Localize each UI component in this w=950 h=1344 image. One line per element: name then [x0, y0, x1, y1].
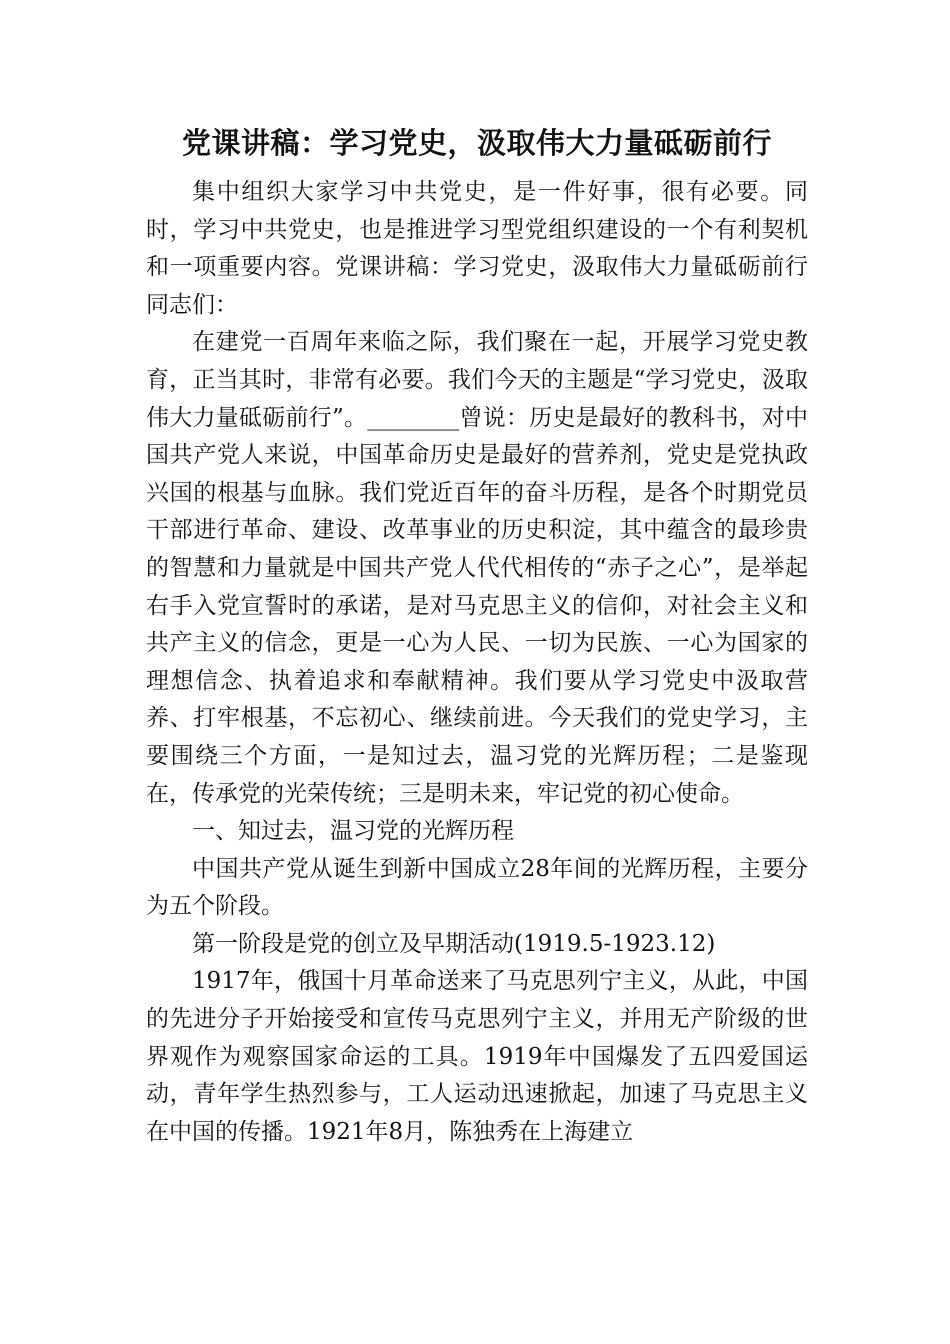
paragraph-stage-1: 1917年，俄国十月革命送来了马克思列宁主义，从此，中国的先进分子开始接受和宣传马克思列宁主义，并用无产阶级的世界观作为观察国家命运的工具。1919年中国爆发了五四爱国运动，青年学生热烈参与，工人运动迅速掀起，加速了马克思主义在中国的传播。1921年8月，陈独秀在上海建立 [146, 968, 808, 1145]
paragraph-opening-remarks: 在建党一百周年来临之际，我们聚在一起，开展学习党史教育，正当其时，非常有必要。我们今天的主题是“学习党史，汲取伟大力量砥砺前行”。________曾说：历史是最好的教科书，对中国共产党人来说，中国革命历史是最好的营养剂，党史是党执政兴国的根基与血脉。我们党近百年的奋斗历程，是各个时期党员干部进行革命、建设、改革事业的历史积淀，其中蕴含的最珍贵的智慧和力量就是中国共产党人代代相传的“赤子之心”，是举起右手入党宣誓时的承诺，是对马克思主义的信仰，对社会主义和共产主义的信念，更是一心为人民、一切为民族、一心为国家的理想信念、执着追求和奉献精神。我们要从学习党史中汲取营养、打牢根基，不忘初心、继续前进。今天我们的党史学习，主要围绕三个方面，一是知过去，温习党的光辉历程；二是鉴现在，传承党的光荣传统；三是明未来，牢记党的初心使命。 [146, 329, 808, 807]
stage-heading-1: 第一阶段是党的创立及早期活动(1919.5-1923.12) [192, 930, 716, 957]
document-title: 党课讲稿：学习党史，汲取伟大力量砥砺前行 [181, 126, 772, 160]
section-heading-1: 一、知过去，温习党的光辉历程 [192, 818, 514, 845]
paragraph-intro: 集中组织大家学习中共党史，是一件好事，很有必要。同时，学习中共党史，也是推进学习型党组织建设的一个有利契机和一项重要内容。党课讲稿：学习党史，汲取伟大力量砥砺前行同志们： [146, 179, 808, 318]
paragraph-history-overview: 中国共产党从诞生到新中国成立28年间的光辉历程，主要分为五个阶段。 [146, 855, 808, 920]
document-page [146, 120, 808, 1151]
